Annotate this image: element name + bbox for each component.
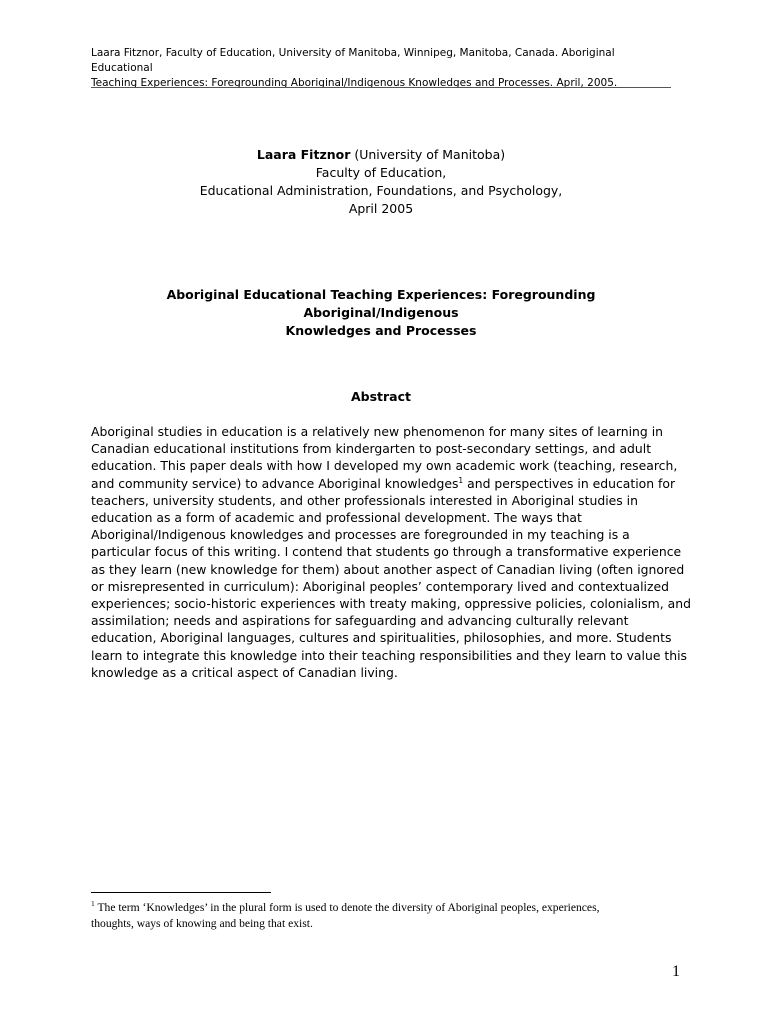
abstract-line: as they learn (new knowledge for them) about another aspect of Canadian living (often ignored [91, 561, 685, 577]
footnote-reference[interactable]: 1 [458, 475, 464, 485]
author-name: Laara Fitznor [256, 147, 351, 162]
author-date: April 2005 [348, 201, 414, 216]
paper-title [91, 286, 671, 340]
author-faculty: Faculty of Education, [315, 165, 447, 180]
footnote-marker: 1 [91, 899, 95, 909]
author-line [91, 146, 671, 164]
abstract-heading: Abstract [350, 389, 412, 404]
author-block [91, 146, 671, 218]
abstract-line: education as a form of academic and professional development. The ways that [91, 510, 582, 526]
abstract-line: experiences; socio-historic experiences with treaty making, oppressive policies, colonialism, and [91, 596, 691, 612]
abstract-line: knowledge as a critical aspect of Canadian living. [91, 664, 398, 680]
footnote-line: thoughts, ways of knowing and being that exist. [91, 917, 313, 930]
abstract-line: assimilation; needs and aspirations for safeguarding and advancing culturally relevant [91, 613, 629, 629]
abstract-line: Aboriginal/Indigenous knowledges and processes are foregrounded in my teaching is a [91, 527, 630, 543]
footnote [91, 900, 671, 932]
abstract-line: teachers, university students, and other professionals interested in Aboriginal studies in [91, 492, 638, 508]
abstract-body [91, 423, 691, 681]
abstract-line-text: and perspectives in education for [463, 475, 676, 491]
header-rule [91, 87, 671, 88]
abstract-line: learn to integrate this knowledge into their teaching responsibilities and they learn to value this [91, 647, 687, 663]
author-department: Educational Administration, Foundations, and Psychology, [199, 183, 563, 198]
abstract-line: or misrepresented in curriculum): Aboriginal peoples’ contemporary lived and contextualized [91, 578, 669, 594]
abstract-line: particular focus of this writing. I contend that students go through a transformative experience [91, 544, 682, 560]
abstract-line: education, Aboriginal languages, cultures and spiritualities, philosophies, and more. Students [91, 630, 672, 646]
page-number: 1 [672, 963, 680, 980]
paper-title-line: Aboriginal Educational Teaching Experiences: Foregrounding Aboriginal/Indigenous [166, 287, 596, 320]
author-affiliation: (University of Manitoba) [350, 147, 506, 162]
paper-title-line: Knowledges and Processes [285, 323, 477, 338]
running-header [91, 46, 671, 91]
abstract-line-text: and community service) to advance Aboriginal knowledges [91, 475, 459, 491]
footnote-line [91, 900, 671, 916]
abstract-line: Canadian educational institutions from kindergarten to post-secondary settings, and adult [91, 441, 652, 457]
running-header-line: Teaching Experiences: Foregrounding Aboriginal/Indigenous Knowledges and Processes. April, 2005. [91, 77, 618, 89]
footnote-text: The term ‘Knowledges’ in the plural form is used to denote the diversity of Aboriginal peoples, experiences, [94, 901, 600, 914]
abstract-line: Aboriginal studies in education is a relatively new phenomenon for many sites of learning in [91, 424, 664, 439]
footnote-rule [91, 892, 271, 893]
running-header-line: Laara Fitznor, Faculty of Education, University of Manitoba, Winnipeg, Manitoba, Canada. Aboriginal Educational [91, 47, 615, 74]
abstract-line-with-footnote [91, 475, 676, 492]
abstract-line: education. This paper deals with how I developed my own academic work (teaching, research, [91, 458, 678, 474]
